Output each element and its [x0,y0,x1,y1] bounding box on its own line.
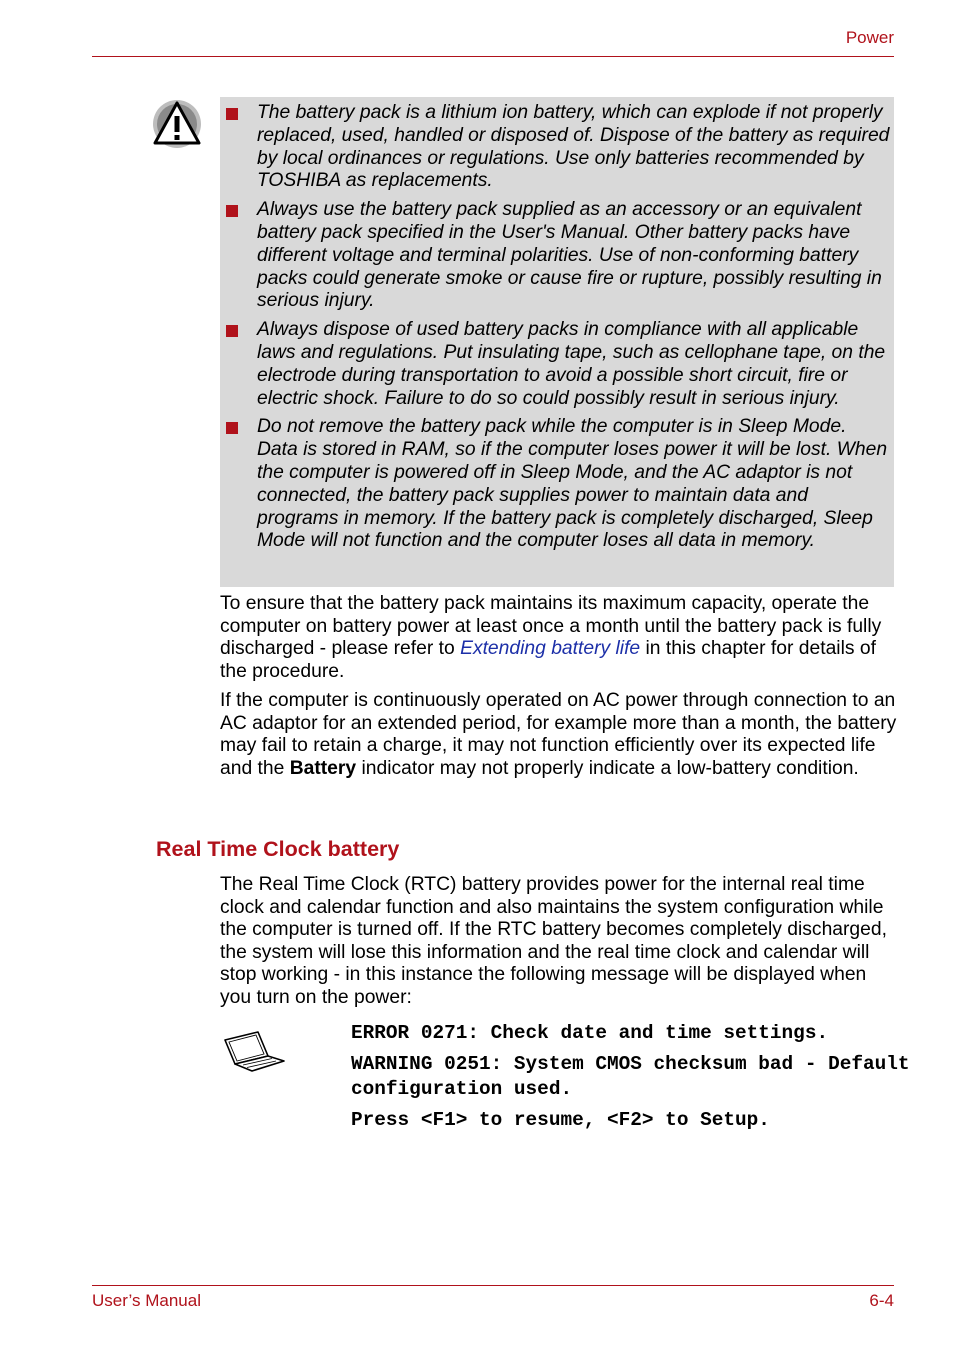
bullet-square-icon [226,325,238,337]
bullet-square-icon [226,422,238,434]
bullet-square-icon [226,108,238,120]
caution-item-text: The battery pack is a lithium ion battery, which can explode if not properly replaced, used, handled or disposed of. Dispose of the battery as required by local ordinances or regulations. Use only batteries recommended by TOSHIBA as replacements. [257,102,890,192]
header-rule [92,56,894,57]
paragraph-text: indicator may not properly indicate a low-battery condition. [356,757,859,779]
caution-item-text: Always use the battery pack supplied as an accessory or an equivalent battery pack specified in the User's Manual. Other battery packs have different voltage and terminal polarities. Use of non-conforming battery packs could generate smoke or cause fire or rupture, possibly resulting in serious injury. [257,199,882,312]
caution-item-text: Always dispose of used battery packs in compliance with all applicable laws and regulations. Put insulating tape, such as cellophane tape, on the electrode during transportation to avoid a possible short circuit, fire or electric shock. Failure to do so could possibly result in serious injury. [257,319,886,409]
error-line: ERROR 0271: Check date and time settings. [351,1022,829,1044]
section-heading: Real Time Clock battery [156,837,400,861]
caution-triangle-icon [151,98,203,150]
ac-power-paragraph [220,690,900,780]
extending-battery-life-link[interactable]: Extending battery life [460,638,641,660]
caution-item [220,319,894,410]
caution-item [220,199,894,313]
caution-item [220,102,894,193]
caution-box [220,97,894,587]
maintenance-paragraph [220,593,900,683]
error-message-block [351,1021,922,1139]
battery-indicator-term: Battery [289,757,357,779]
caution-list [220,97,894,553]
laptop-note-icon [222,1030,288,1074]
caution-item [220,416,894,553]
bullet-square-icon [226,205,238,217]
caution-item-text: Do not remove the battery pack while the computer is in Sleep Mode. Data is stored in RAM, so if the computer loses power it will be lost. When the computer is powered off in Sleep Mode, and the AC adaptor is not connected, the battery pack supplies power to maintain data and programs in memory. If the battery pack is completely discharged, Sleep Mode will not function and the computer loses all data in memory. [257,416,888,552]
footer-manual-title: User’s Manual [92,1291,201,1310]
paragraph-text: If the computer is continuously operated on AC power through connection to an AC adaptor for an extended period, for example more than a month, the battery may fail to retain a charge, it may not function efficiently over its expected life and the [220,690,897,779]
page-number: 6-4 [869,1291,894,1310]
rtc-paragraph: The Real Time Clock (RTC) battery provides power for the internal real time clock and calendar function and also maintains the system configuration while the computer is turned off. If the RTC battery becomes completely discharged, the system will lose this information and the real time clock and calendar will stop working - in this instance the following message will be displayed when you turn on the power: [220,874,887,1008]
warning-line: WARNING 0251: System CMOS checksum bad - Default configuration used. [351,1053,922,1100]
paragraph-text: To ensure that the battery pack maintains its maximum capacity, operate the computer on battery power at least once a month until the battery pack is fully discharged - please refer to [220,593,882,660]
running-header: Power [845,28,894,47]
prompt-line: Press <F1> to resume, <F2> to Setup. [351,1109,770,1131]
paragraph-text: in this chapter for details of the procedure. [220,638,876,682]
footer-rule [92,1285,894,1286]
